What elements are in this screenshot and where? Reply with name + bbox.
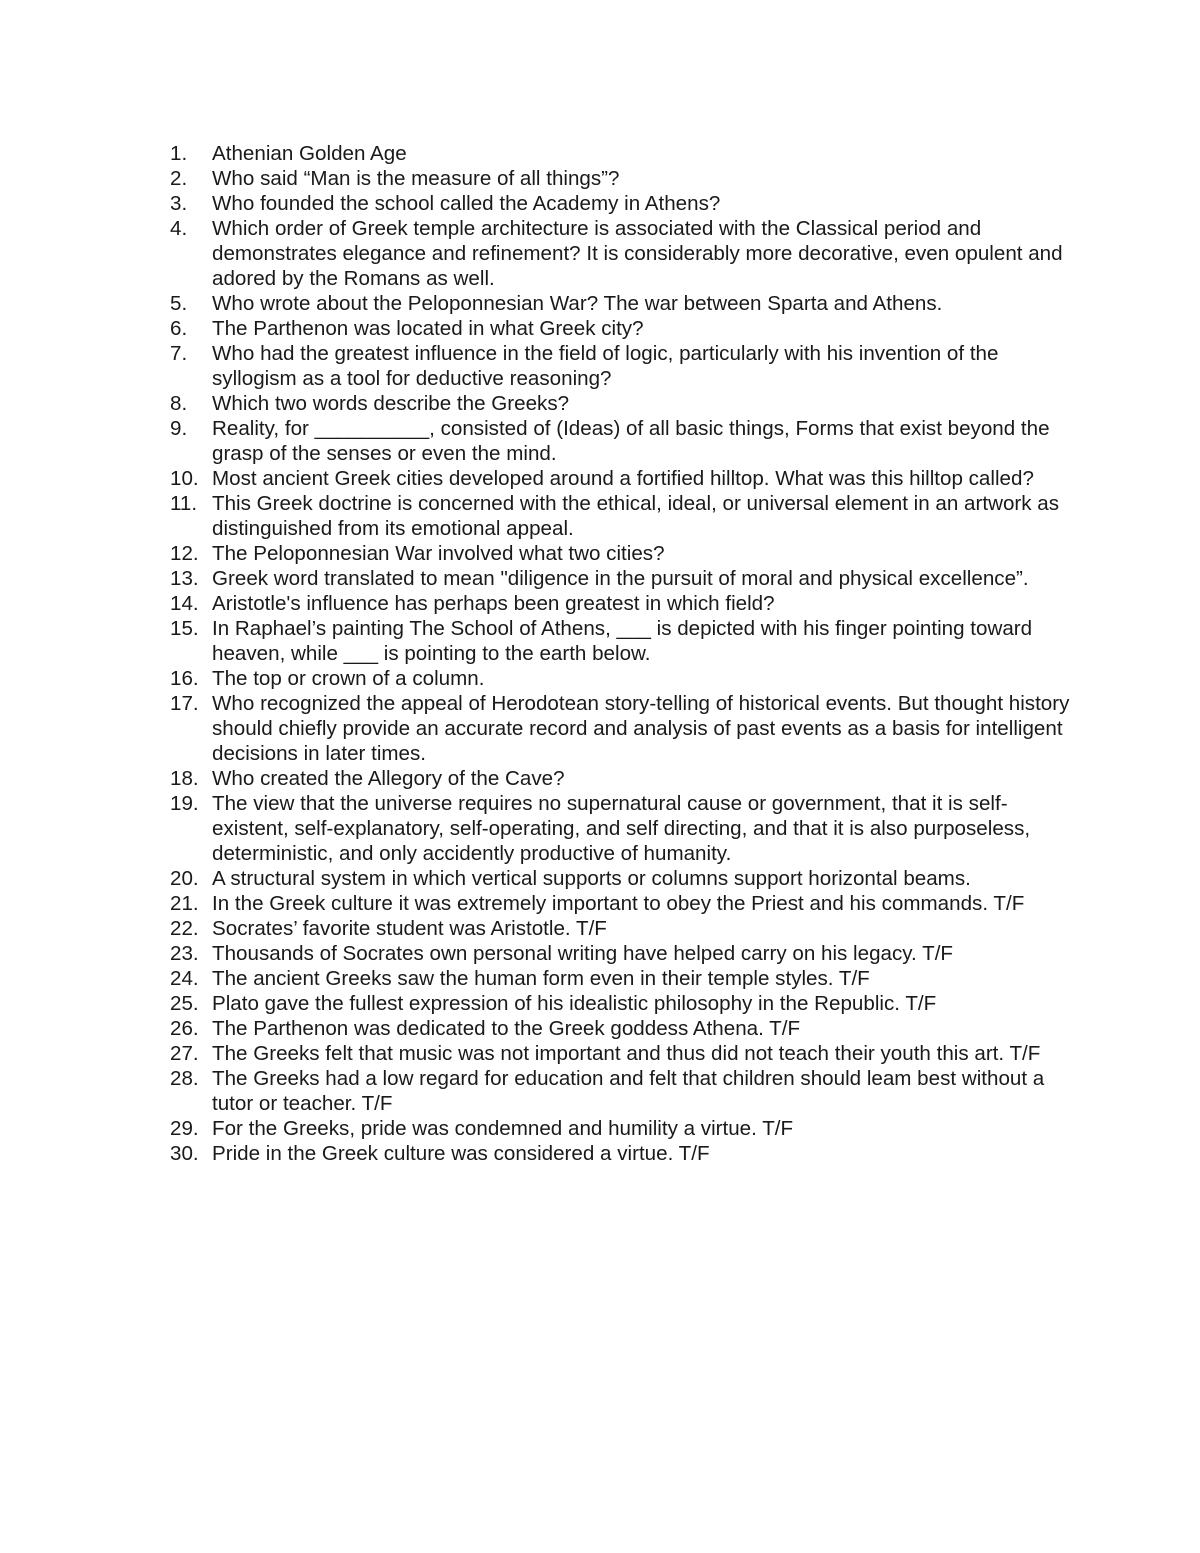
question-item (170, 491, 1070, 541)
question-number: 30. (170, 1142, 199, 1165)
question-item (170, 591, 1070, 616)
question-list (170, 141, 1070, 1166)
question-item (170, 1016, 1070, 1041)
question-number: 8. (170, 392, 188, 415)
question-item (170, 566, 1070, 591)
question-text: Which two words describe the Greeks? (212, 392, 570, 415)
question-text: The ancient Greeks saw the human form even in their temple styles. T/F (212, 967, 870, 990)
question-number: 14. (170, 592, 199, 615)
question-item (170, 466, 1070, 491)
question-number: 24. (170, 967, 199, 990)
question-item (170, 866, 1070, 891)
question-item (170, 991, 1070, 1016)
question-number: 6. (170, 317, 188, 340)
question-number: 1. (170, 142, 188, 165)
question-number: 9. (170, 417, 188, 440)
question-number: 2. (170, 167, 188, 190)
question-number: 7. (170, 342, 188, 365)
question-item (170, 941, 1070, 966)
question-number: 20. (170, 867, 199, 890)
question-text: Most ancient Greek cities developed around a fortified hilltop. What was this hilltop called? (212, 467, 1034, 490)
question-text: Who created the Allegory of the Cave? (212, 767, 565, 790)
question-text: Who said “Man is the measure of all things”? (212, 167, 620, 190)
question-text: For the Greeks, pride was condemned and humility a virtue. T/F (212, 1117, 794, 1140)
question-number: 10. (170, 467, 199, 490)
question-number: 12. (170, 542, 199, 565)
question-text: Socrates’ favorite student was Aristotle. T/F (212, 917, 607, 940)
question-text: A structural system in which vertical supports or columns support horizontal beams. (212, 867, 971, 890)
question-item (170, 1116, 1070, 1141)
question-number: 29. (170, 1117, 199, 1140)
question-item (170, 966, 1070, 991)
question-item (170, 341, 1070, 391)
question-text: Aristotle's influence has perhaps been greatest in which field? (212, 592, 775, 615)
question-item (170, 191, 1070, 216)
question-text: In the Greek culture it was extremely important to obey the Priest and his commands. T/F (212, 892, 1025, 915)
question-number: 23. (170, 942, 199, 965)
question-item (170, 141, 1070, 166)
question-text: This Greek doctrine is concerned with the ethical, ideal, or universal element in an artwork as distinguished from its emotional appeal. (212, 492, 1060, 540)
question-number: 28. (170, 1067, 199, 1090)
question-number: 13. (170, 567, 199, 590)
question-item (170, 766, 1070, 791)
question-text: The Parthenon was located in what Greek city? (212, 317, 644, 340)
question-item (170, 541, 1070, 566)
question-item (170, 891, 1070, 916)
question-number: 25. (170, 992, 199, 1015)
question-text: The Peloponnesian War involved what two cities? (212, 542, 665, 565)
question-number: 26. (170, 1017, 199, 1040)
question-text: Pride in the Greek culture was considered a virtue. T/F (212, 1142, 710, 1165)
question-number: 18. (170, 767, 199, 790)
question-item (170, 616, 1070, 666)
question-text: Who founded the school called the Academy in Athens? (212, 192, 721, 215)
question-text: The view that the universe requires no supernatural cause or government, that it is self-existent, self-explanatory, self-operating, and self directing, and that it is also purposeless, deterministic, and only accidently productive of humanity. (212, 792, 1031, 865)
question-number: 11. (170, 492, 198, 515)
question-item (170, 1066, 1070, 1116)
question-text: Plato gave the fullest expression of his idealistic philosophy in the Republic. T/F (212, 992, 937, 1015)
question-number: 3. (170, 192, 188, 215)
question-number: 21. (170, 892, 199, 915)
question-text: Athenian Golden Age (212, 142, 407, 165)
question-item (170, 666, 1070, 691)
question-text: Which order of Greek temple architecture is associated with the Classical period and demonstrates elegance and refinement? It is considerably more decorative, even opulent and adored by the Romans as well. (212, 217, 1063, 290)
question-text: Who wrote about the Peloponnesian War? The war between Sparta and Athens. (212, 292, 943, 315)
question-text: Greek word translated to mean "diligence in the pursuit of moral and physical excellence”. (212, 567, 1029, 590)
question-text: Who had the greatest influence in the field of logic, particularly with his invention of the syllogism as a tool for deductive reasoning? (212, 342, 999, 390)
question-item (170, 291, 1070, 316)
question-text: Reality, for __________, consisted of (Ideas) of all basic things, Forms that exist beyond the grasp of the senses or even the mind. (212, 417, 1050, 465)
question-number: 19. (170, 792, 199, 815)
question-item (170, 791, 1070, 866)
question-text: The Parthenon was dedicated to the Greek goddess Athena. T/F (212, 1017, 801, 1040)
question-number: 22. (170, 917, 199, 940)
question-number: 16. (170, 667, 199, 690)
question-item (170, 166, 1070, 191)
question-number: 27. (170, 1042, 199, 1065)
question-item (170, 416, 1070, 466)
question-item (170, 216, 1070, 291)
question-item (170, 916, 1070, 941)
question-text: Thousands of Socrates own personal writing have helped carry on his legacy. T/F (212, 942, 954, 965)
question-text: The Greeks felt that music was not important and thus did not teach their youth this art. T/F (212, 1042, 1041, 1065)
question-number: 5. (170, 292, 188, 315)
question-text: Who recognized the appeal of Herodotean story-telling of historical events. But thought history should chiefly provide an accurate record and analysis of past events as a basis for intelligent decisions in later times. (212, 692, 1070, 765)
question-text: The Greeks had a low regard for education and felt that children should leam best without a tutor or teacher. T/F (212, 1067, 1045, 1115)
question-text: In Raphael’s painting The School of Athens, ___ is depicted with his finger pointing toward heaven, while ___ is pointing to the earth below. (212, 617, 1033, 665)
question-number: 15. (170, 617, 199, 640)
question-item (170, 1041, 1070, 1066)
question-item (170, 316, 1070, 341)
question-item (170, 391, 1070, 416)
question-item (170, 1141, 1070, 1166)
question-text: The top or crown of a column. (212, 667, 485, 690)
question-item (170, 691, 1070, 766)
question-number: 4. (170, 217, 188, 240)
question-number: 17. (170, 692, 199, 715)
